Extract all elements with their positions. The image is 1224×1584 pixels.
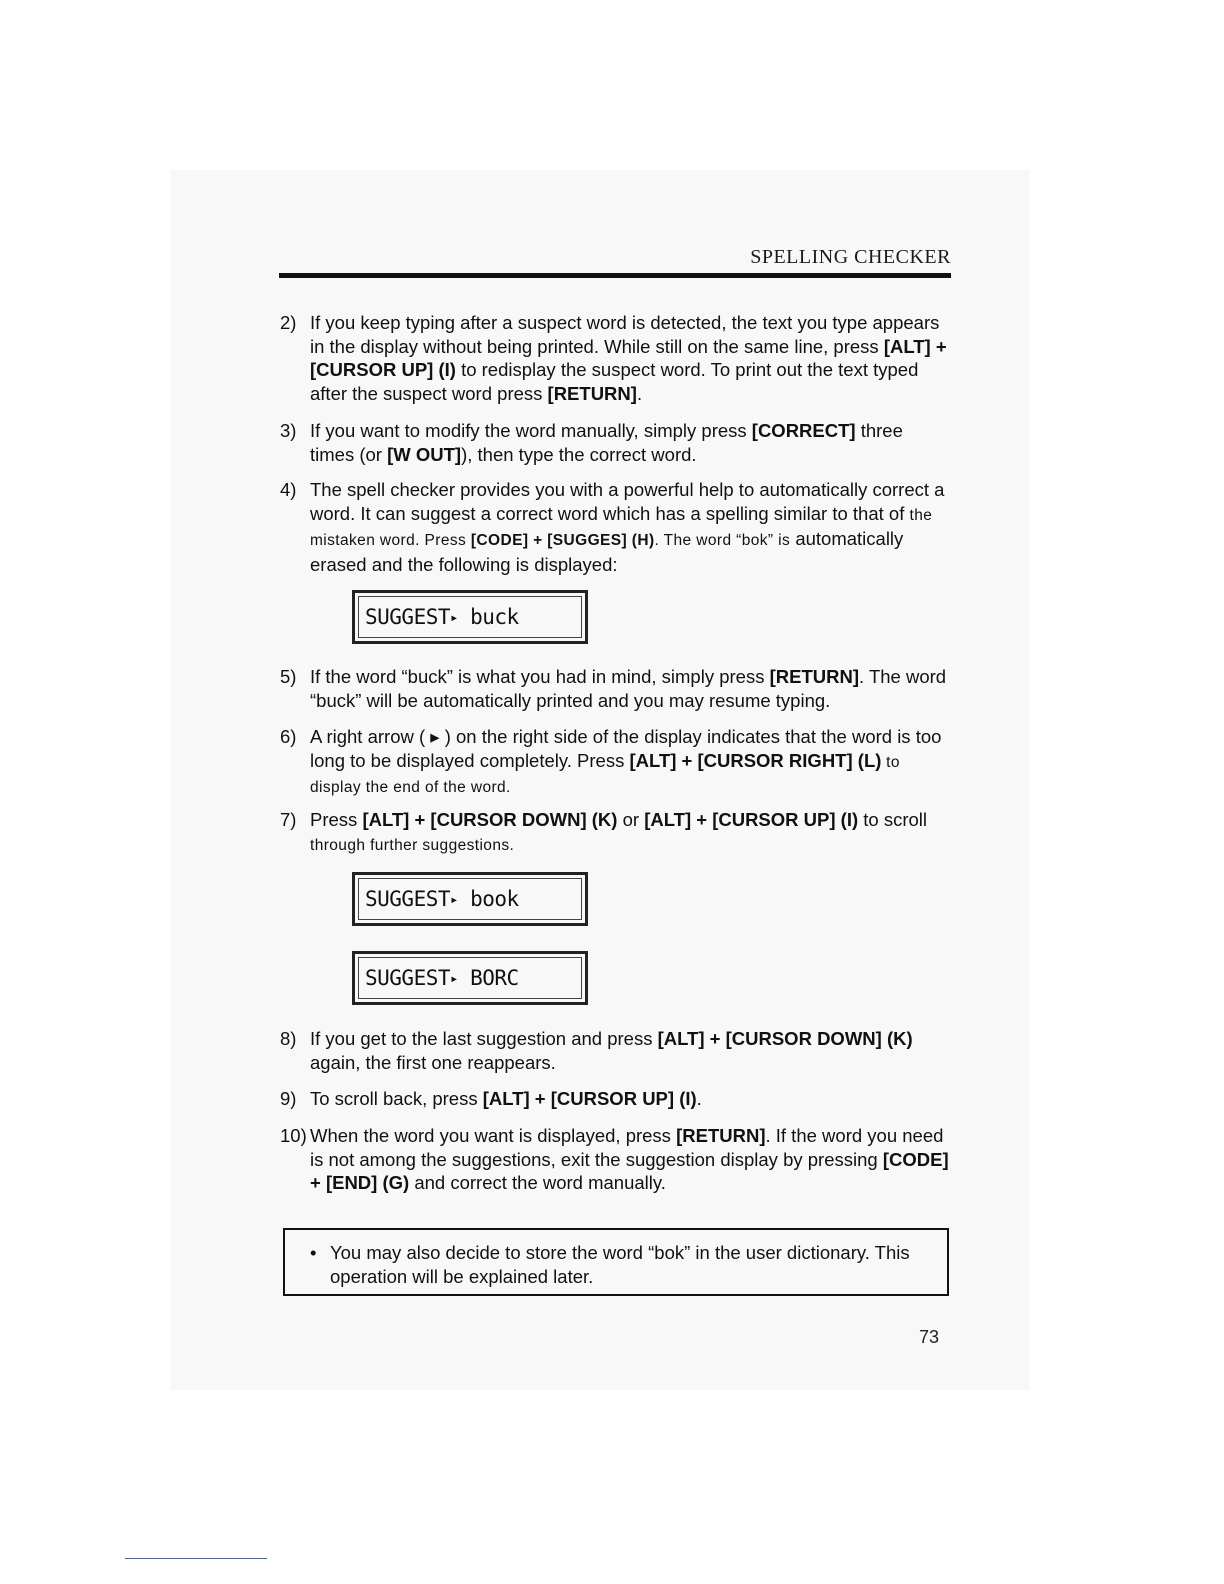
lcd-suggested-word: BORC <box>470 966 519 990</box>
item-text <box>310 665 950 712</box>
lcd-label: SUGGEST <box>365 605 451 629</box>
lcd-text <box>365 605 519 629</box>
list-item <box>280 478 950 576</box>
item-text <box>310 1087 950 1111</box>
list-item <box>280 665 950 712</box>
text-segment: The spell checker provides you with a powerful help to automatically correct a word. It can suggest a correct word which has a spelling similar to that of <box>310 479 945 524</box>
item-number: 10) <box>280 1125 307 1146</box>
lcd-text <box>365 887 519 911</box>
note-text <box>310 1241 930 1288</box>
key-command: [CODE] + [SUGGES] (H) <box>470 532 655 549</box>
text-segment: . <box>636 382 643 404</box>
item-number: 6) <box>280 726 297 747</box>
item-number: 8) <box>280 1028 297 1049</box>
header-rule <box>279 273 951 278</box>
right-arrow-icon: ▸ <box>450 892 458 908</box>
lcd-label: SUGGEST <box>365 966 451 990</box>
key-command: [CODE] + [END] (G) <box>310 1148 949 1193</box>
text-segment: If you want to modify the word manually, simply press <box>310 420 752 441</box>
lcd-display <box>352 590 588 644</box>
item-number: 2) <box>280 312 297 333</box>
text-segment: A right arrow ( ▸ ) on the right side of the display indicates that the word is too long to be displayed completely. Press <box>310 726 942 771</box>
text-segment: To scroll back, press <box>310 1088 483 1109</box>
list-item <box>280 1087 950 1111</box>
page-number: 73 <box>919 1327 940 1347</box>
text-segment: automatically erased and the following is displayed: <box>310 528 904 575</box>
text-segment: through further suggestions. <box>310 836 515 854</box>
text-segment: to scroll <box>858 809 928 830</box>
bullet-icon: • <box>310 1242 317 1263</box>
list-item <box>280 1124 950 1195</box>
item-number: 9) <box>280 1088 297 1109</box>
lcd-display <box>352 872 588 926</box>
item-number: 5) <box>280 666 297 687</box>
key-command: [ALT] + [CURSOR UP] (I) <box>310 335 947 380</box>
note-box <box>283 1228 949 1296</box>
bottom-rule <box>125 1558 267 1559</box>
key-command: [ALT] + [CURSOR UP] (I) <box>644 809 859 830</box>
key-command: [ALT] + [CURSOR DOWN] (K) <box>362 809 618 830</box>
note-body: You may also decide to store the word “bok” in the user dictionary. This operation will be explained later. <box>330 1242 910 1287</box>
item-text <box>310 478 950 576</box>
key-command: [RETURN] <box>547 382 637 404</box>
text-segment: to redisplay the suspect word. To print out the text typed after the suspect word press <box>310 359 919 404</box>
key-command: [CORRECT] <box>751 420 856 441</box>
item-number: 7) <box>280 809 297 830</box>
text-segment: to display the end of the word. <box>310 753 900 796</box>
text-segment: When the word you want is displayed, press <box>310 1125 677 1146</box>
item-text <box>310 419 950 466</box>
list-item <box>280 725 950 800</box>
item-text <box>310 311 950 405</box>
item-number: 4) <box>280 479 297 500</box>
right-arrow-icon: ▸ <box>450 610 458 626</box>
item-number: 3) <box>280 420 297 441</box>
lcd-display <box>352 951 588 1005</box>
key-command: [ALT] + [CURSOR RIGHT] (L) <box>629 749 882 771</box>
text-segment: . If the word you need is not among the suggestions, exit the suggestion display by pressing <box>310 1125 944 1170</box>
key-command: [ALT] + [CURSOR UP] (I) <box>482 1088 697 1109</box>
text-segment: Press <box>310 809 363 830</box>
list-item <box>280 311 950 405</box>
text-segment: If you get to the last suggestion and press <box>310 1028 658 1049</box>
list-item <box>280 419 950 466</box>
text-segment: or <box>617 809 645 830</box>
item-text <box>310 808 950 857</box>
item-text <box>310 725 950 800</box>
text-segment: the mistaken word. Press <box>310 506 933 549</box>
key-command: [RETURN] <box>676 1125 766 1146</box>
item-text <box>310 1124 950 1195</box>
text-segment: again, the first one reappears. <box>310 1051 556 1073</box>
item-text <box>310 1027 950 1074</box>
key-command: [ALT] + [CURSOR DOWN] (K) <box>657 1028 913 1049</box>
lcd-label: SUGGEST <box>365 887 451 911</box>
text-segment: and correct the word manually. <box>409 1172 666 1193</box>
text-segment: . The word “bok” is <box>654 532 791 549</box>
list-item <box>280 1027 950 1074</box>
text-segment: . The word “buck” will be automatically printed and you may resume typing. <box>310 666 947 711</box>
key-command: [RETURN] <box>769 666 860 687</box>
text-segment: three times (or <box>310 420 903 465</box>
lcd-text <box>365 966 519 990</box>
text-segment: If the word “buck” is what you had in mind, simply press <box>310 666 770 687</box>
lcd-suggested-word: buck <box>470 605 519 629</box>
key-command: [W OUT] <box>387 443 462 465</box>
list-item <box>280 808 950 857</box>
text-segment: ), then type the correct word. <box>461 443 697 465</box>
text-segment: . <box>696 1088 702 1109</box>
text-segment: If you keep typing after a suspect word is detected, the text you type appears in the display without being printed. While still on the same line, press <box>310 312 940 357</box>
right-arrow-icon: ▸ <box>450 971 458 987</box>
lcd-suggested-word: book <box>470 887 519 911</box>
section-header-title: SPELLING CHECKER <box>750 246 951 268</box>
